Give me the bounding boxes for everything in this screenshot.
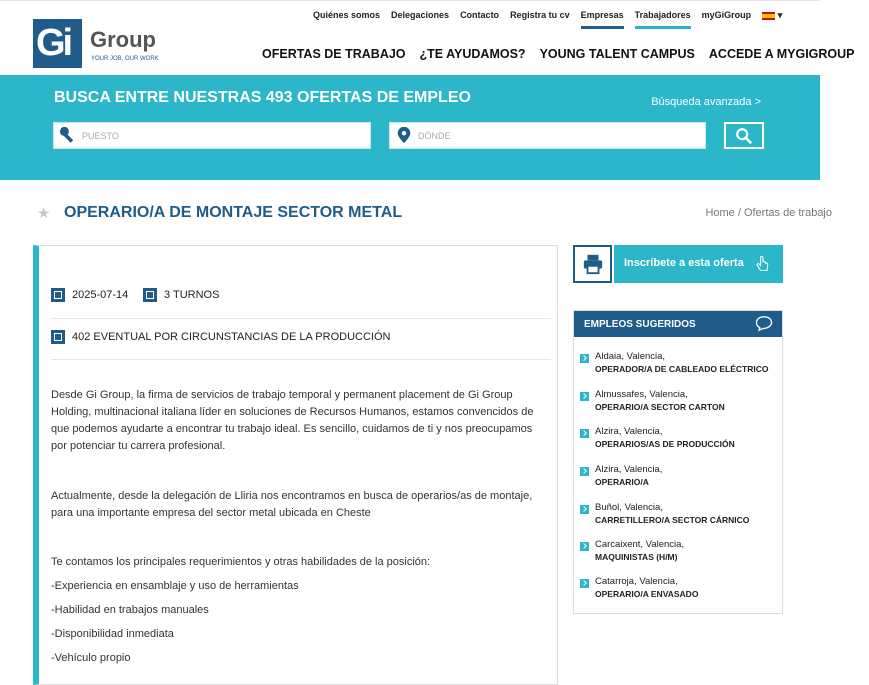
caret-down-icon: ▾ xyxy=(777,10,783,20)
location-pin-icon xyxy=(395,126,413,144)
chat-bubble-icon xyxy=(755,316,773,331)
puesto-input[interactable] xyxy=(53,122,371,149)
job-description-intro: Desde Gi Group, la firma de servicios de trabajo temporal y permanent placement de Gi Group Holding, multinacional italiana líder en soluciones de Recursos Humanos, estamos convencidos de que podemos ayudarte a encontrar tu trabajo ideal. Es sencillo, cuidamos de ti y nos preocupamos por potenciar tu carrera profesional. xyxy=(51,389,534,452)
apply-button[interactable]: Inscríbete a esta oferta xyxy=(614,245,783,283)
topnav-quienes[interactable]: Quiénes somos xyxy=(313,10,381,20)
printer-icon xyxy=(582,253,604,275)
mainnav-ayudamos[interactable]: ¿TE AYUDAMOS? xyxy=(419,47,526,61)
gi-group-logo[interactable] xyxy=(33,19,163,69)
topnav-registra[interactable]: Registra tu cv xyxy=(510,10,570,20)
job-shifts: 3 TURNOS xyxy=(143,288,219,302)
search-button[interactable] xyxy=(724,122,764,149)
mainnav-young-talent[interactable]: YOUNG TALENT CAMPUS xyxy=(539,47,695,61)
requirement-item: -Disponibilidad inmediata xyxy=(51,628,174,640)
print-button[interactable] xyxy=(573,245,612,283)
arrow-right-icon xyxy=(580,392,589,401)
topnav-mygigroup[interactable]: myGiGroup xyxy=(701,10,752,20)
arrow-right-icon xyxy=(580,354,589,363)
search-icon xyxy=(735,127,753,145)
puesto-placeholder: PUESTO xyxy=(82,131,119,141)
language-selector[interactable] xyxy=(762,10,782,29)
key-icon xyxy=(59,126,77,144)
topnav-delegaciones[interactable]: Delegaciones xyxy=(391,10,450,20)
requirement-item: -Experiencia en ensamblaje y uso de herramientas xyxy=(51,580,299,592)
main-nav xyxy=(262,47,869,61)
arrow-right-icon xyxy=(580,505,589,514)
job-detail-card xyxy=(33,245,558,685)
site-header xyxy=(0,0,855,75)
arrow-right-icon xyxy=(580,467,589,476)
logo-tagline: YOUR JOB, OUR WORK xyxy=(91,56,159,62)
job-description-search: Actualmente, desde la delegación de Lliria nos encontramos en busca de operarios/as de montaje, para una importante empresa del sector metal ubicada en Cheste xyxy=(51,490,533,519)
logo-mark: Gi xyxy=(33,19,82,68)
divider xyxy=(51,318,551,319)
arrow-right-icon xyxy=(580,579,589,588)
spain-flag-icon xyxy=(762,12,775,20)
divider xyxy=(51,359,551,360)
requirement-item: -Vehículo propio xyxy=(51,652,131,664)
search-title: BUSCA ENTRE NUESTRAS 493 OFERTAS DE EMPLEO xyxy=(54,89,471,106)
donde-placeholder: DÓNDE xyxy=(418,131,451,141)
arrow-right-icon xyxy=(580,429,589,438)
topnav-trabajadores[interactable]: Trabajadores xyxy=(635,10,691,29)
topnav-contacto[interactable]: Contacto xyxy=(460,10,500,20)
top-nav xyxy=(313,10,793,29)
job-title: OPERARIO/A DE MONTAJE SECTOR METAL xyxy=(64,204,403,221)
pointer-hand-icon xyxy=(755,255,771,273)
favorite-star-icon[interactable]: ★ xyxy=(37,205,51,222)
donde-input[interactable] xyxy=(389,122,706,149)
breadcrumb[interactable]: Home / Ofertas de trabajo xyxy=(705,207,832,219)
job-contract: 402 EVENTUAL POR CIRCUNSTANCIAS DE LA PRODUCCIÓN xyxy=(51,330,390,344)
requirement-item: -Habilidad en trabajos manuales xyxy=(51,604,209,616)
job-requirements-intro: Te contamos los principales requerimientos y otras habilidades de la posición: xyxy=(51,556,431,568)
edit-icon xyxy=(143,288,157,302)
job-date: 2025-07-14 xyxy=(51,288,128,302)
topnav-empresas[interactable]: Empresas xyxy=(581,10,624,29)
mainnav-ofertas[interactable]: OFERTAS DE TRABAJO xyxy=(262,47,406,61)
suggested-jobs-heading: EMPLEOS SUGERIDOS xyxy=(574,311,782,337)
arrow-right-icon xyxy=(580,542,589,551)
mainnav-accede[interactable]: ACCEDE A MYGIGROUP xyxy=(708,47,855,61)
edit-icon xyxy=(51,330,65,344)
logo-word: Group xyxy=(90,27,156,52)
suggested-jobs-panel: EMPLEOS SUGERIDOS Aldaia, Valencia, OPERADOR/A DE CABLEADO ELÉCTRICO Almussafes, Valencia, OPERARIO/A SECTOR CARTON Alzira, Valencia, OPERARIOS/AS DE PRODUCCIÓN Alzira, Valencia, OPERARIO/A Buñol, Valencia, CARRETILLERO/A SECTOR CÁRNICO Carcaixent, Valencia, MAQUINISTAS (H/M) Catarroja, Valencia, OPERARIO/A ENVASADO xyxy=(573,310,783,614)
advanced-search-link[interactable]: Búsqueda avanzada > xyxy=(651,96,761,108)
search-banner xyxy=(0,75,820,180)
calendar-icon xyxy=(51,288,65,302)
